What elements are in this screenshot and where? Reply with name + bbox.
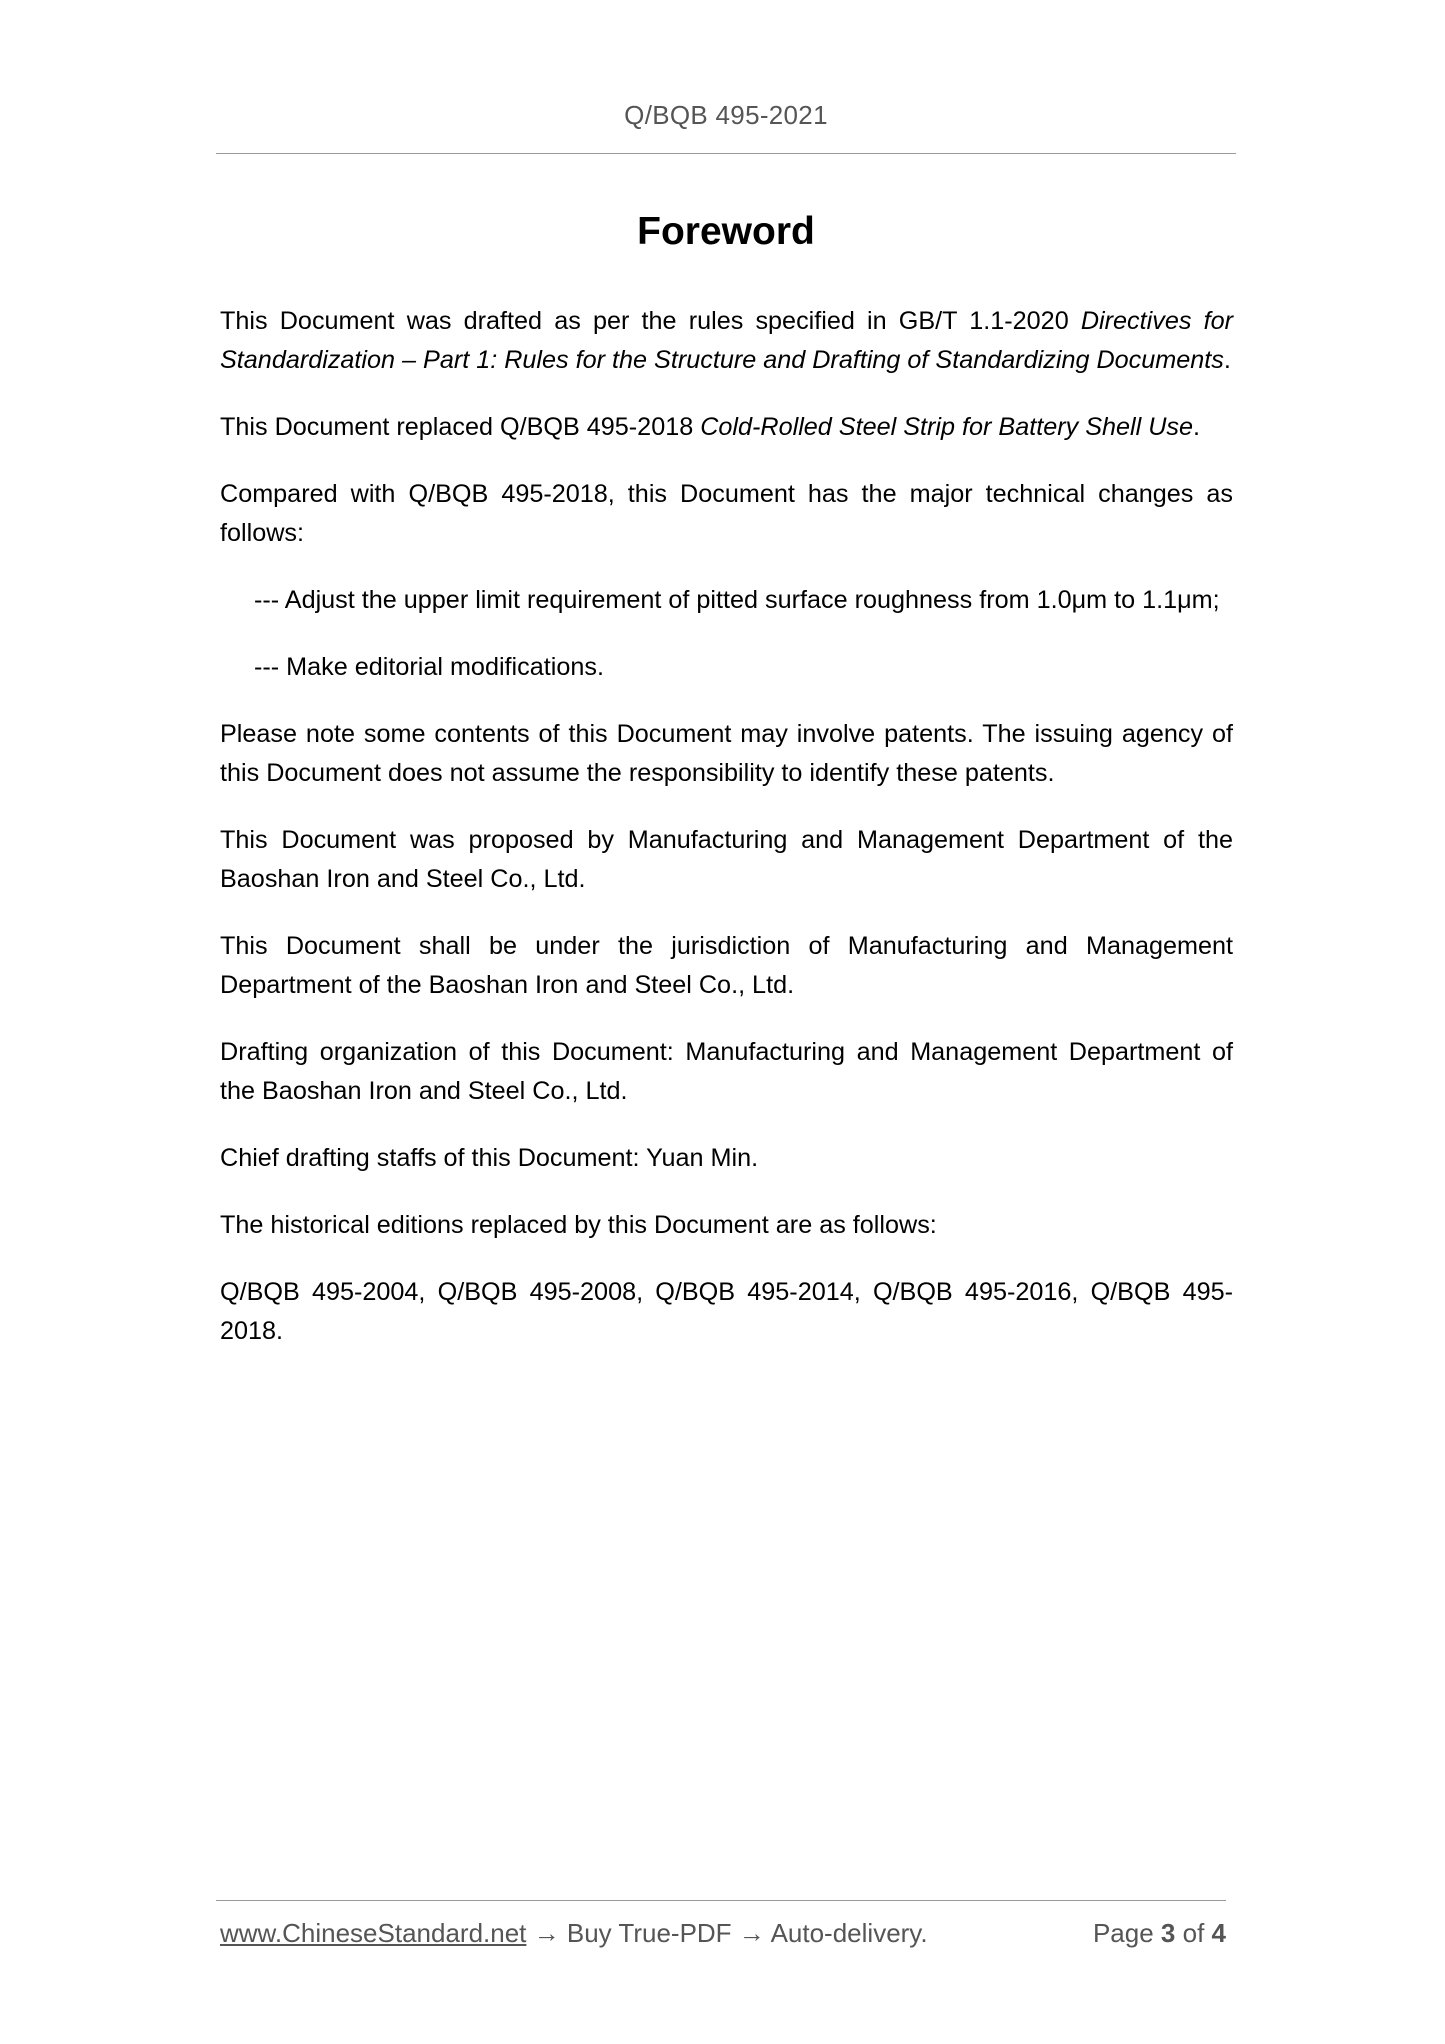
- paragraph-text: .: [1193, 413, 1200, 441]
- paragraph-historical-editions-intro: The historical editions replaced by this Document are as follows:: [220, 1211, 937, 1239]
- paragraph-text: This Document was drafted as per the rules specified in GB/T 1.1-2020: [220, 307, 1081, 335]
- paragraph-text: .: [1223, 346, 1231, 374]
- page-indicator: [1093, 1918, 1226, 1949]
- page-current: 3: [1160, 1918, 1176, 1948]
- page-label: Page: [1092, 1918, 1161, 1948]
- page-total: 4: [1211, 1918, 1226, 1948]
- footer-tagline: → Buy True-PDF → Auto-delivery.: [526, 1918, 928, 1948]
- foreword-body: [220, 302, 1233, 1379]
- page-title: Foreword: [637, 210, 815, 253]
- replaced-standard-title: Cold-Rolled Steel Strip for Battery Shell Use: [700, 413, 1193, 441]
- page-of-label: of: [1175, 1918, 1212, 1948]
- page-footer: [220, 1918, 1226, 1949]
- website-link[interactable]: www.ChineseStandard.net: [220, 1918, 527, 1948]
- list-item-change-2: --- Make editorial modifications.: [254, 653, 604, 681]
- paragraph-replaced: [220, 408, 1233, 447]
- running-header: Q/BQB 495-2021: [624, 100, 828, 130]
- paragraph-jurisdiction: This Document shall be under the jurisdiction of Manufacturing and Management Department of the Baoshan Iron and Steel Co., Ltd.: [220, 932, 1233, 999]
- footer-divider: [216, 1900, 1226, 1901]
- list-item-change-1: --- Adjust the upper limit requirement of pitted surface roughness from 1.0μm to 1.1μm;: [254, 586, 1220, 614]
- paragraph-drafting-organization: Drafting organization of this Document: Manufacturing and Management Department of the Baoshan Iron and Steel Co., Ltd.: [220, 1038, 1233, 1105]
- header-divider: [216, 153, 1236, 154]
- paragraph-text: This Document replaced Q/BQB 495-2018: [220, 413, 701, 441]
- paragraph-chief-drafters: Chief drafting staffs of this Document: Yuan Min.: [220, 1144, 759, 1172]
- paragraph-changes-intro: Compared with Q/BQB 495-2018, this Document has the major technical changes as follows:: [220, 480, 1233, 547]
- paragraph-drafting-rules: [220, 302, 1233, 380]
- paragraph-historical-editions-list: Q/BQB 495-2004, Q/BQB 495-2008, Q/BQB 495-2014, Q/BQB 495-2016, Q/BQB 495-2018.: [220, 1278, 1233, 1345]
- directive-title: Directives for Standardization – Part 1: Rules for the Structure and Drafting of Standardizing Documents: [220, 307, 1233, 374]
- paragraph-proposed-by: This Document was proposed by Manufacturing and Management Department of the Baoshan Iron and Steel Co., Ltd.: [220, 826, 1233, 893]
- paragraph-patents: Please note some contents of this Document may involve patents. The issuing agency of this Document does not assume the responsibility to identify these patents.: [220, 720, 1233, 787]
